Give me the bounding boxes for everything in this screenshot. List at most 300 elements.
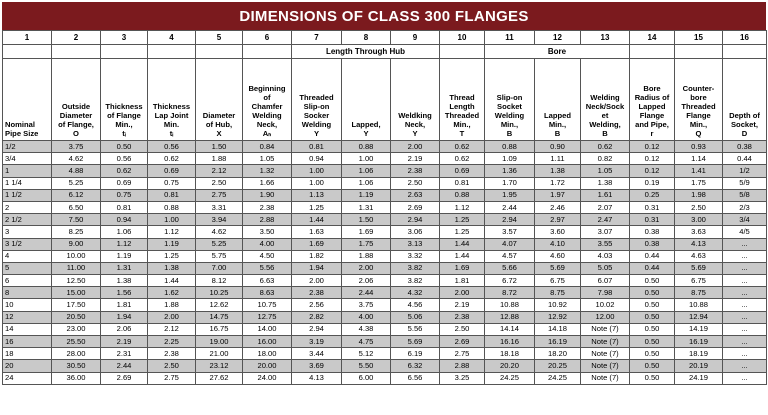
- table-cell: 28.00: [52, 348, 101, 360]
- table-cell: 18.00: [243, 348, 292, 360]
- header-line: of: [263, 93, 271, 102]
- pipe-size-cell: 18: [3, 348, 52, 360]
- table-cell: 0.82: [581, 153, 630, 165]
- pipe-size-cell: 16: [3, 336, 52, 348]
- table-cell: 3.60: [535, 226, 581, 238]
- header-line: Threaded: [681, 102, 716, 111]
- table-cell: 20.50: [52, 311, 101, 323]
- table-cell: 2.00: [440, 287, 485, 299]
- table-cell: 0.50: [630, 287, 675, 299]
- table-cell: 24.25: [485, 372, 535, 384]
- group-bore: Bore: [485, 45, 630, 59]
- header-line: Thickness: [152, 102, 191, 111]
- table-cell: 3/4: [723, 214, 767, 226]
- table-cell: 0.81: [292, 141, 342, 153]
- table-row: [3, 214, 767, 226]
- table-cell: 10.25: [196, 287, 243, 299]
- header-line: Lapped,: [351, 120, 381, 129]
- table-cell: 1.50: [196, 141, 243, 153]
- header-line: and Pipe,: [635, 120, 669, 129]
- flange-table: [2, 30, 767, 385]
- table-cell: 4.00: [243, 238, 292, 250]
- table-cell: 3.06: [391, 226, 440, 238]
- table-cell: 2.94: [292, 323, 342, 335]
- table-cell: 2.19: [391, 153, 440, 165]
- table-cell: 6.00: [342, 372, 391, 384]
- table-cell: 16.19: [675, 336, 723, 348]
- column-header-2: [52, 59, 101, 141]
- header-line: Socket,: [730, 120, 758, 129]
- table-cell: 1.41: [675, 165, 723, 177]
- table-cell: 0.12: [630, 141, 675, 153]
- table-cell: 10.88: [485, 299, 535, 311]
- table-cell: 8.25: [52, 226, 101, 238]
- table-cell: 6.75: [535, 275, 581, 287]
- table-cell: 8.63: [243, 287, 292, 299]
- table-cell: 4.13: [292, 372, 342, 384]
- table-cell: 0.31: [630, 201, 675, 213]
- table-cell: 2.12: [148, 323, 196, 335]
- table-cell: 12.88: [485, 311, 535, 323]
- table-cell: 0.75: [148, 177, 196, 189]
- column-number-7: 7: [292, 31, 342, 45]
- table-cell: 2.25: [148, 336, 196, 348]
- table-cell: 1.88: [342, 250, 391, 262]
- table-cell: 0.88: [148, 201, 196, 213]
- table-cell: 5.69: [675, 262, 723, 274]
- table-cell: ...: [723, 348, 767, 360]
- table-cell: 2.06: [342, 275, 391, 287]
- header-line: Thickness: [105, 102, 143, 111]
- table-cell: ...: [723, 250, 767, 262]
- table-cell: 5.69: [535, 262, 581, 274]
- table-cell: 11.00: [52, 262, 101, 274]
- table-cell: 2.50: [675, 201, 723, 213]
- table-cell: ...: [723, 262, 767, 274]
- table-cell: 1.95: [485, 189, 535, 201]
- table-cell: 2.07: [581, 201, 630, 213]
- header-line: Weldking: [398, 111, 432, 120]
- table-cell: 2.50: [196, 177, 243, 189]
- column-number-11: 11: [485, 31, 535, 45]
- table-cell: 24.25: [535, 372, 581, 384]
- table-cell: 12.62: [196, 299, 243, 311]
- table-cell: 2.75: [196, 189, 243, 201]
- column-header-13: [581, 59, 630, 141]
- header-line: Socket: [497, 102, 522, 111]
- table-cell: 14.18: [535, 323, 581, 335]
- table-cell: 1.81: [101, 299, 148, 311]
- header-line: B: [506, 129, 513, 138]
- table-cell: ...: [723, 372, 767, 384]
- table-row: [3, 153, 767, 165]
- table-cell: 30.50: [52, 360, 101, 372]
- table-cell: 1.06: [101, 226, 148, 238]
- table-cell: 1.88: [148, 299, 196, 311]
- table-cell: Note (7): [581, 360, 630, 372]
- header-line: Q: [695, 129, 702, 138]
- header-line: Length: [449, 102, 475, 111]
- table-cell: 2.63: [391, 189, 440, 201]
- column-header-7: [292, 59, 342, 141]
- table-cell: 25.50: [52, 336, 101, 348]
- header-line: Welding,: [589, 120, 621, 129]
- table-cell: 2.44: [485, 201, 535, 213]
- column-header-1: [3, 59, 52, 141]
- table-cell: 2.00: [148, 311, 196, 323]
- table-cell: 1.44: [440, 250, 485, 262]
- table-cell: 1.94: [292, 262, 342, 274]
- table-cell: 2.50: [440, 323, 485, 335]
- header-line: B: [602, 129, 608, 138]
- table-row: [3, 141, 767, 153]
- table-cell: 1.62: [148, 287, 196, 299]
- column-header-row: [3, 59, 767, 141]
- table-cell: 0.38: [630, 226, 675, 238]
- table-cell: 14.19: [675, 323, 723, 335]
- table-cell: 0.75: [101, 189, 148, 201]
- table-cell: 1.09: [485, 153, 535, 165]
- table-cell: 1.98: [675, 189, 723, 201]
- table-cell: 1.44: [292, 214, 342, 226]
- header-line: of Hub,: [205, 120, 233, 129]
- column-number-4: 4: [148, 31, 196, 45]
- table-cell: ...: [723, 275, 767, 287]
- table-cell: 1.25: [440, 226, 485, 238]
- table-cell: 5.75: [196, 250, 243, 262]
- group-cell-empty: [3, 45, 52, 59]
- table-row: [3, 250, 767, 262]
- table-cell: 1.81: [440, 275, 485, 287]
- table-cell: 2.19: [101, 336, 148, 348]
- table-cell: 4.75: [342, 336, 391, 348]
- table-cell: 1.12: [440, 201, 485, 213]
- table-cell: ...: [723, 336, 767, 348]
- table-row: [3, 201, 767, 213]
- column-number-1: 1: [3, 31, 52, 45]
- column-number-14: 14: [630, 31, 675, 45]
- table-cell: 6.19: [391, 348, 440, 360]
- table-cell: 2.69: [440, 336, 485, 348]
- header-line: Welding: [301, 120, 332, 129]
- table-cell: 15.00: [52, 287, 101, 299]
- header-line: Socker: [303, 111, 330, 120]
- pipe-size-cell: 1/2: [3, 141, 52, 153]
- table-cell: 0.90: [535, 141, 581, 153]
- table-cell: 2.88: [243, 214, 292, 226]
- header-line: tᵢ: [169, 129, 174, 138]
- table-cell: 0.88: [342, 141, 391, 153]
- table-cell: 0.38: [723, 141, 767, 153]
- table-row: [3, 348, 767, 360]
- table-cell: 1.25: [292, 201, 342, 213]
- table-cell: 1.00: [292, 177, 342, 189]
- pipe-size-cell: 3 1/2: [3, 238, 52, 250]
- column-header-12: [535, 59, 581, 141]
- table-cell: 1.05: [581, 165, 630, 177]
- table-cell: 20.00: [243, 360, 292, 372]
- header-line: bore: [690, 93, 707, 102]
- table-cell: 6.12: [52, 189, 101, 201]
- table-cell: Note (7): [581, 348, 630, 360]
- table-cell: 18.19: [675, 348, 723, 360]
- table-cell: 0.94: [101, 214, 148, 226]
- table-cell: 1.25: [148, 250, 196, 262]
- group-cell-empty: [196, 45, 243, 59]
- table-cell: 0.44: [630, 262, 675, 274]
- header-line: Y: [412, 129, 418, 138]
- table-cell: 1.50: [342, 214, 391, 226]
- header-line: Threaded: [444, 111, 480, 120]
- table-cell: 0.44: [630, 250, 675, 262]
- table-cell: 6.07: [581, 275, 630, 287]
- table-cell: 36.00: [52, 372, 101, 384]
- table-cell: 2.69: [101, 372, 148, 384]
- header-line: Flange: [639, 111, 665, 120]
- table-cell: 14.00: [243, 323, 292, 335]
- group-length-through-hub: Length Through Hub: [292, 45, 440, 59]
- header-line: D: [741, 129, 748, 138]
- table-cell: 3.57: [485, 226, 535, 238]
- table-cell: 8.72: [485, 287, 535, 299]
- table-cell: 17.50: [52, 299, 101, 311]
- header-line: Neck,: [404, 120, 426, 129]
- table-cell: 5.69: [391, 336, 440, 348]
- table-cell: 1.44: [440, 238, 485, 250]
- table-cell: 10.92: [535, 299, 581, 311]
- table-cell: 0.93: [675, 141, 723, 153]
- table-cell: 1.31: [342, 201, 391, 213]
- table-cell: 0.50: [630, 336, 675, 348]
- table-cell: 5.66: [485, 262, 535, 274]
- table-cell: 12.92: [535, 311, 581, 323]
- table-row: [3, 177, 767, 189]
- table-cell: ...: [723, 360, 767, 372]
- group-cell-empty: [101, 45, 148, 59]
- table-cell: 2.00: [342, 262, 391, 274]
- table-cell: 2.12: [196, 165, 243, 177]
- table-cell: 4.56: [391, 299, 440, 311]
- table-cell: 5.25: [196, 238, 243, 250]
- table-cell: 2.38: [440, 311, 485, 323]
- group-cell-empty: [148, 45, 196, 59]
- table-cell: 1.90: [243, 189, 292, 201]
- table-cell: 12.00: [581, 311, 630, 323]
- header-line: Depth of: [729, 111, 760, 120]
- table-cell: 1.25: [440, 214, 485, 226]
- table-cell: 1.36: [485, 165, 535, 177]
- table-cell: 2.00: [292, 275, 342, 287]
- table-cell: 0.69: [148, 165, 196, 177]
- table-cell: 2.56: [292, 299, 342, 311]
- header-line: of Flange,: [58, 120, 94, 129]
- table-cell: 0.88: [440, 189, 485, 201]
- table-row: [3, 275, 767, 287]
- table-cell: 2.19: [440, 299, 485, 311]
- group-cell-empty: [440, 45, 485, 59]
- table-cell: 5/8: [723, 189, 767, 201]
- table-cell: 1/2: [723, 165, 767, 177]
- table-cell: ...: [723, 311, 767, 323]
- table-cell: 21.00: [196, 348, 243, 360]
- pipe-size-cell: 8: [3, 287, 52, 299]
- column-header-9: [391, 59, 440, 141]
- header-line: Lapped: [543, 111, 571, 120]
- table-cell: 4.38: [342, 323, 391, 335]
- header-line: Slip-on: [303, 102, 330, 111]
- header-line: Radius of: [634, 93, 670, 102]
- group-cell-empty: [52, 45, 101, 59]
- table-cell: 3.31: [196, 201, 243, 213]
- table-cell: 23.00: [52, 323, 101, 335]
- table-cell: 0.84: [243, 141, 292, 153]
- table-cell: 2.94: [485, 214, 535, 226]
- table-cell: 6.56: [391, 372, 440, 384]
- header-line: X: [216, 129, 222, 138]
- pipe-size-cell: 4: [3, 250, 52, 262]
- table-row: [3, 323, 767, 335]
- table-cell: 0.50: [630, 311, 675, 323]
- table-cell: 1.38: [148, 262, 196, 274]
- column-header-6: [243, 59, 292, 141]
- group-cell-empty: [675, 45, 723, 59]
- table-cell: 3.69: [292, 360, 342, 372]
- table-cell: 20.25: [535, 360, 581, 372]
- table-cell: 0.69: [440, 165, 485, 177]
- table-cell: 0.19: [630, 177, 675, 189]
- table-cell: 1.88: [196, 153, 243, 165]
- table-cell: 4.07: [485, 238, 535, 250]
- group-header-row: [3, 45, 767, 59]
- table-cell: 3.07: [581, 226, 630, 238]
- table-cell: 12.75: [243, 311, 292, 323]
- table-cell: 2.69: [391, 201, 440, 213]
- table-cell: 6.50: [52, 201, 101, 213]
- table-cell: 0.50: [630, 299, 675, 311]
- header-line: of Flange: [107, 111, 141, 120]
- column-number-9: 9: [391, 31, 440, 45]
- table-title: DIMENSIONS OF CLASS 300 FLANGES: [2, 2, 766, 30]
- table-row: [3, 189, 767, 201]
- group-cell-empty: [243, 45, 292, 59]
- table-cell: 3.13: [391, 238, 440, 250]
- table-cell: 12.94: [675, 311, 723, 323]
- table-row: [3, 262, 767, 274]
- table-cell: 1.94: [101, 311, 148, 323]
- table-cell: 7.50: [52, 214, 101, 226]
- table-cell: 4.00: [342, 311, 391, 323]
- header-line: Min.: [163, 120, 180, 129]
- header-line: Beginning: [248, 84, 286, 93]
- table-cell: 0.62: [148, 153, 196, 165]
- table-cell: 5.56: [243, 262, 292, 274]
- table-cell: 1.75: [675, 177, 723, 189]
- header-line: Slip-on: [496, 93, 523, 102]
- column-header-8: [342, 59, 391, 141]
- table-cell: 5.12: [342, 348, 391, 360]
- table-cell: 1.72: [535, 177, 581, 189]
- table-cell: 1.69: [342, 226, 391, 238]
- table-cell: 8.75: [535, 287, 581, 299]
- table-row: [3, 336, 767, 348]
- column-number-8: 8: [342, 31, 391, 45]
- table-cell: 0.38: [630, 238, 675, 250]
- table-cell: 2.94: [391, 214, 440, 226]
- table-cell: 1.12: [101, 238, 148, 250]
- table-cell: 5.06: [391, 311, 440, 323]
- table-cell: 3.44: [292, 348, 342, 360]
- table-cell: 6.72: [485, 275, 535, 287]
- pipe-size-cell: 1: [3, 165, 52, 177]
- header-line: Min.,: [500, 120, 519, 129]
- pipe-size-cell: 6: [3, 275, 52, 287]
- table-cell: 20.19: [675, 360, 723, 372]
- column-number-16: 16: [723, 31, 767, 45]
- header-line: Flange: [686, 111, 711, 120]
- table-cell: 3.19: [292, 336, 342, 348]
- table-cell: 4.03: [581, 250, 630, 262]
- header-line: O: [73, 129, 79, 138]
- table-cell: 0.56: [148, 141, 196, 153]
- table-cell: ...: [723, 238, 767, 250]
- table-cell: 1.05: [243, 153, 292, 165]
- table-cell: 0.50: [630, 275, 675, 287]
- table-cell: 8.75: [675, 287, 723, 299]
- header-line: tᵢ: [122, 129, 126, 138]
- table-cell: Note (7): [581, 336, 630, 348]
- table-cell: 2.38: [391, 165, 440, 177]
- table-cell: 7.98: [581, 287, 630, 299]
- table-cell: 10.88: [675, 299, 723, 311]
- table-cell: 1.44: [148, 275, 196, 287]
- table-cell: 0.50: [101, 141, 148, 153]
- table-cell: 4.10: [535, 238, 581, 250]
- table-cell: 3.25: [440, 372, 485, 384]
- column-header-15: [675, 59, 723, 141]
- table-cell: 23.12: [196, 360, 243, 372]
- table-cell: 0.12: [630, 165, 675, 177]
- table-row: [3, 226, 767, 238]
- header-line: Pipe Size: [5, 129, 39, 138]
- table-cell: 24.19: [675, 372, 723, 384]
- table-cell: 0.12: [630, 153, 675, 165]
- column-number-3: 3: [101, 31, 148, 45]
- table-row: [3, 372, 767, 384]
- table-cell: 1.13: [292, 189, 342, 201]
- column-number-13: 13: [581, 31, 630, 45]
- table-row: [3, 360, 767, 372]
- column-number-5: 5: [196, 31, 243, 45]
- table-cell: 2.50: [391, 177, 440, 189]
- column-number-12: 12: [535, 31, 581, 45]
- table-cell: 0.62: [440, 141, 485, 153]
- table-cell: 2.50: [148, 360, 196, 372]
- column-number-10: 10: [440, 31, 485, 45]
- header-line: Counter-: [682, 84, 715, 93]
- pipe-size-cell: 20: [3, 360, 52, 372]
- table-cell: 4.63: [675, 250, 723, 262]
- table-cell: 1.06: [342, 165, 391, 177]
- column-number-15: 15: [675, 31, 723, 45]
- table-cell: 16.16: [485, 336, 535, 348]
- header-line: Thread: [449, 93, 475, 102]
- table-cell: 4/5: [723, 226, 767, 238]
- table-cell: 0.62: [101, 165, 148, 177]
- header-line: Welding: [252, 111, 282, 120]
- table-cell: 1.75: [342, 238, 391, 250]
- table-cell: 1.97: [535, 189, 581, 201]
- table-cell: 2.00: [391, 141, 440, 153]
